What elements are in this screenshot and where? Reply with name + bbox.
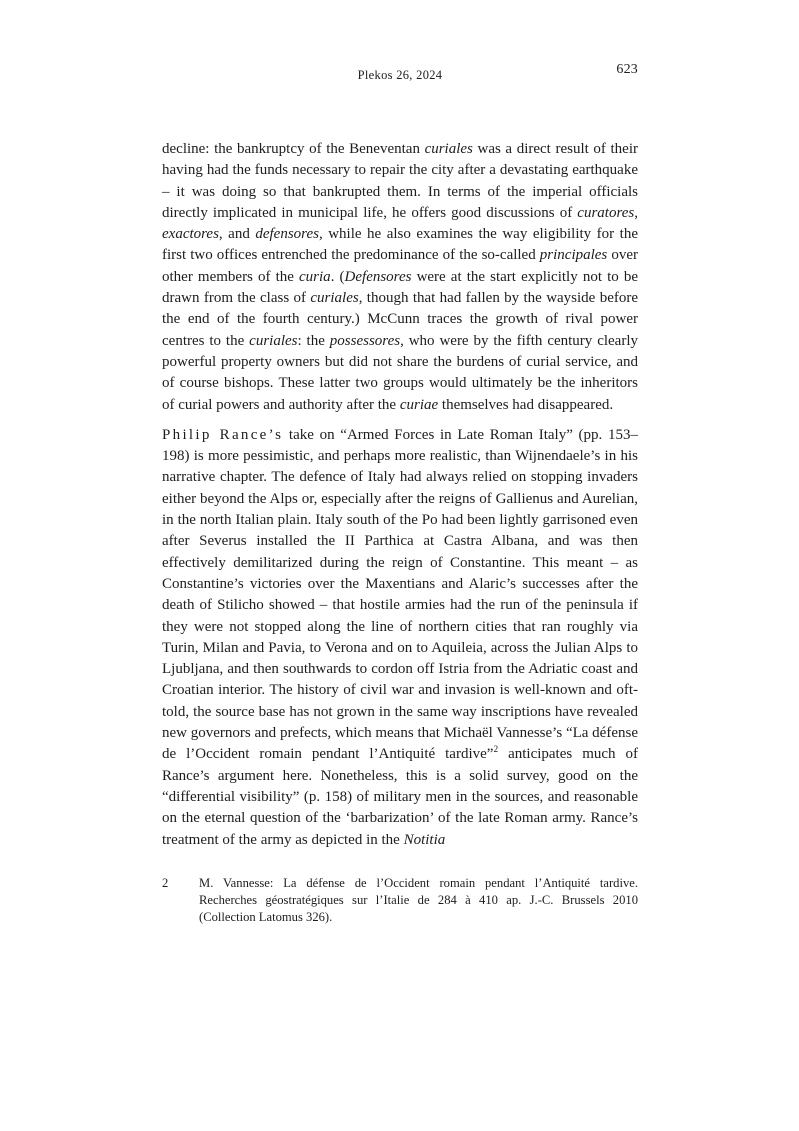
footnote	[162, 875, 638, 926]
review-body	[162, 139, 638, 926]
body-paragraph-1: decline: the bankruptcy of the Beneventan curiales was a direct result of their having had the funds necessary to repair the city after a devastating earthquake – it was doing so that bankrupted them. In terms of the imperial officials directly implicated in municipal life, he offers good discussions of curatores, exactores, and defensores, while he also examines the way eligibility for the first two offices entrenched the predominance of the so-called principales over other members of the curia. (Defensores were at the start explicitly not to be drawn from the class of curiales, though that had fallen by the wayside before the end of the fourth century.) McCunn traces the growth of rival power centres to the curiales: the possessores, who were by the fifth century clearly powerful property owners but did not share the burdens of curial service, and of course bishops. These latter two groups would ultimately be the inheritors of curial powers and authority after the curiae themselves had disappeared.	[162, 141, 639, 413]
footnote-text: M. Vannesse: La défense de l’Occident romain pendant l’Antiquité tardive. Recherches géostratégiques sur l’Italie de 284 à 410 ap. J.-C. Brussels 2010 (Collection Latomus 326).	[199, 875, 638, 924]
body-paragraph-2: Philip Rance’s take on “Armed Forces in Late Roman Italy” (pp. 153–198) is more pessimistic, and perhaps more realistic, than Wijnendaele’s in his narrative chapter. The defence of Italy had always relied on stopping invaders either beyond the Alps or, especially after the reigns of Gallienus and Aurelian, in the north Italian plain. Italy south of the Po had been lightly garrisoned even after Severus installed the II Parthica at Castra Albana, and was then effectively demilitarized during the reign of Constantine. This meant – as Constantine’s victories over the Maxentians and Alaric’s successes after the death of Stilicho showed – that hostile armies had the run of the peninsula if they were not stopped along the line of northern cities that ran roughly via Turin, Milan and Pavia, to Verona and on to Aquileia, across the Julian Alps to Ljubljana, and then southwards to cordon off Istria from the Adriatic coast and Croatian interior. The history of civil war and invasion is well-known and oft-told, the source base has not grown in the same way inscriptions have revealed new governors and prefects, which means that Michaël Vannesse’s “La défense de l’Occident romain pendant l’Antiquité tardive”$^2$ anticipates much of Rance’s argument here. Nonetheless, this is a solid survey, good on the “differential visibility” (p. 158) of military men in the sources, and reasonable on the eternal question of the ‘barbarization’ of the late Roman army. Rance’s treatment of the army as depicted in the Notitia	[162, 426, 638, 848]
page-number: 623	[616, 62, 638, 77]
page-header	[162, 62, 638, 83]
running-head: Plekos 26, 2024	[357, 68, 443, 82]
footnote-number: 2	[162, 875, 169, 890]
